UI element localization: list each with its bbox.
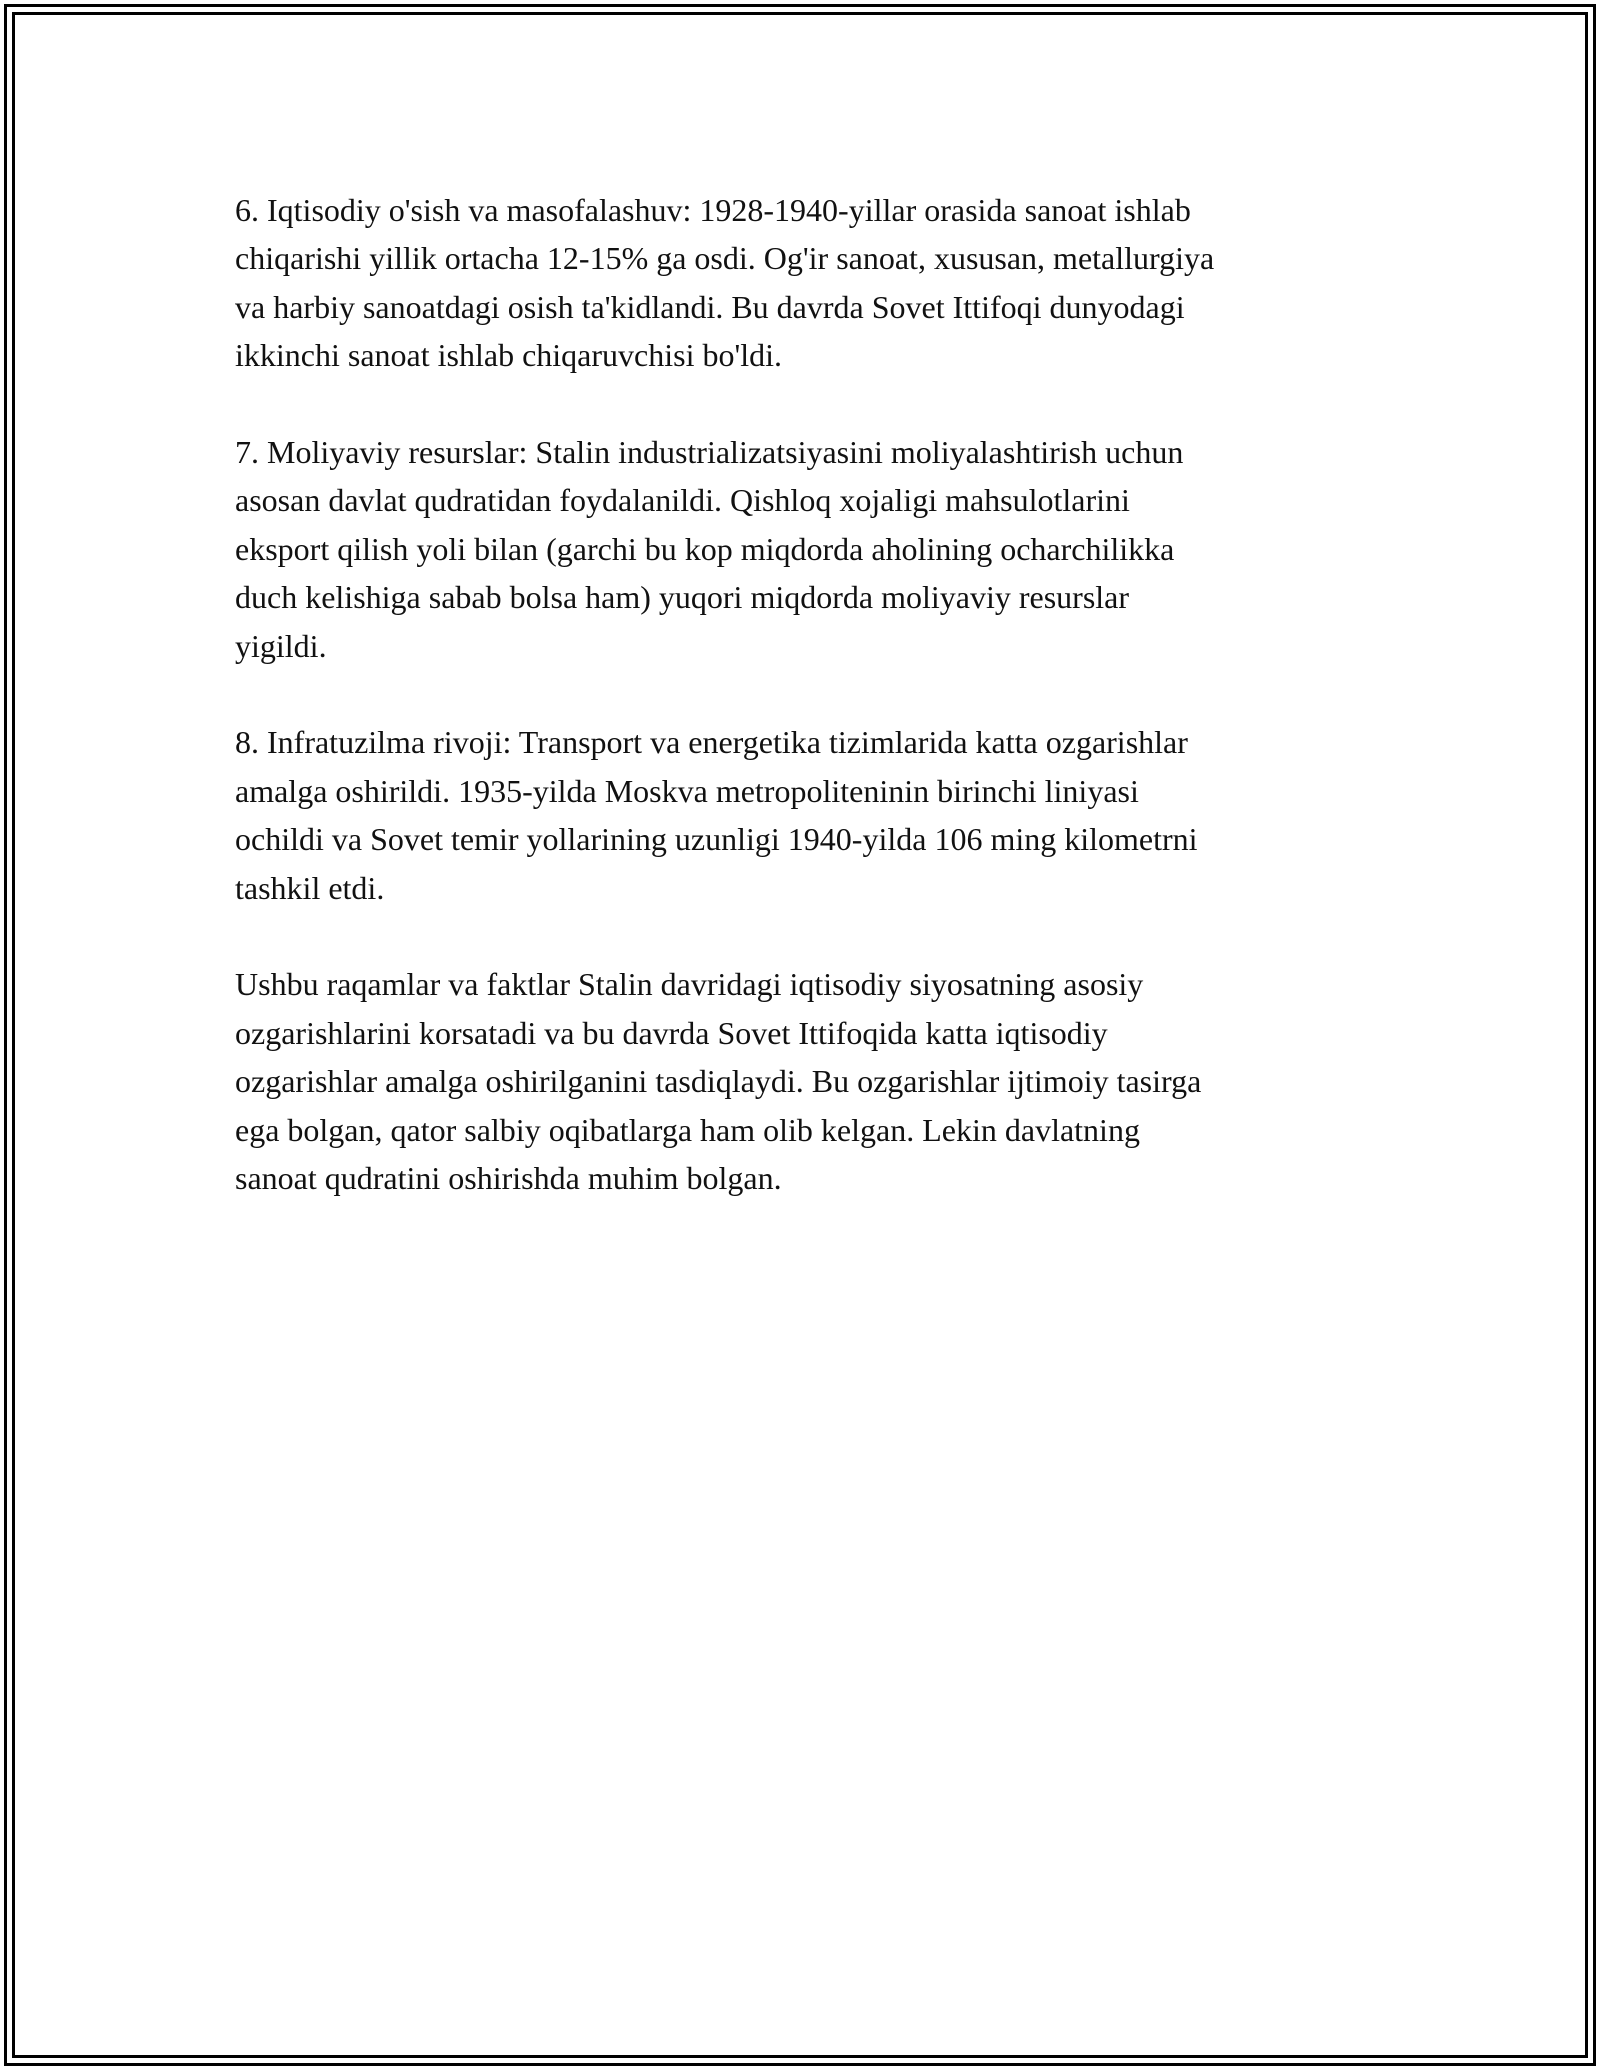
paragraph-financial-resources: 7. Moliyaviy resurslar: Stalin industrializatsiyasini moliyalashtirish uchun asosan davlat qudratidan foydalanildi. Qishloq xojaligi mahsulotlarini eksport qilish yoli bilan (garchi bu kop miqdorda aholining ocharchilikka duch kelishiga sabab bolsa ham) yuqori miqdorda moliyaviy resurslar yigildi. — [235, 434, 1184, 664]
document-body — [235, 186, 1365, 1251]
paragraph-infrastructure: 8. Infratuzilma rivoji: Transport va energetika tizimlarida katta ozgarishlar amalga oshirildi. 1935-yilda Moskva metropoliteninin birinchi liniyasi ochildi va Sovet temir yollarining uzunligi 1940-yilda 106 ming kilometrni tashkil etdi. — [235, 724, 1198, 906]
paragraph-conclusion: Ushbu raqamlar va faktlar Stalin davridagi iqtisodiy siyosatning asosiy ozgarishlarini korsatadi va bu davrda Sovet Ittifoqida katta iqtisodiy ozgarishlar amalga oshirilganini tasdiqlaydi. Bu ozgarishlar ijtimoiy tasirga ega bolgan, qator salbiy oqibatlarga ham olib kelgan. Lekin davlatning sanoat qudratini oshirishda muhim bolgan. — [235, 966, 1202, 1197]
paragraph-economic-growth: 6. Iqtisodiy o'sish va masofalashuv: 1928-1940-yillar orasida sanoat ishlab chiqarishi yillik ortacha 12-15% ga osdi. Og'ir sanoat, xususan, metallurgiya va harbiy sanoatdagi osish ta'kidlandi. Bu davrda Sovet Ittifoqi dunyodagi ikkinchi sanoat ishlab chiqaruvchisi bo'ldi. — [235, 192, 1215, 374]
